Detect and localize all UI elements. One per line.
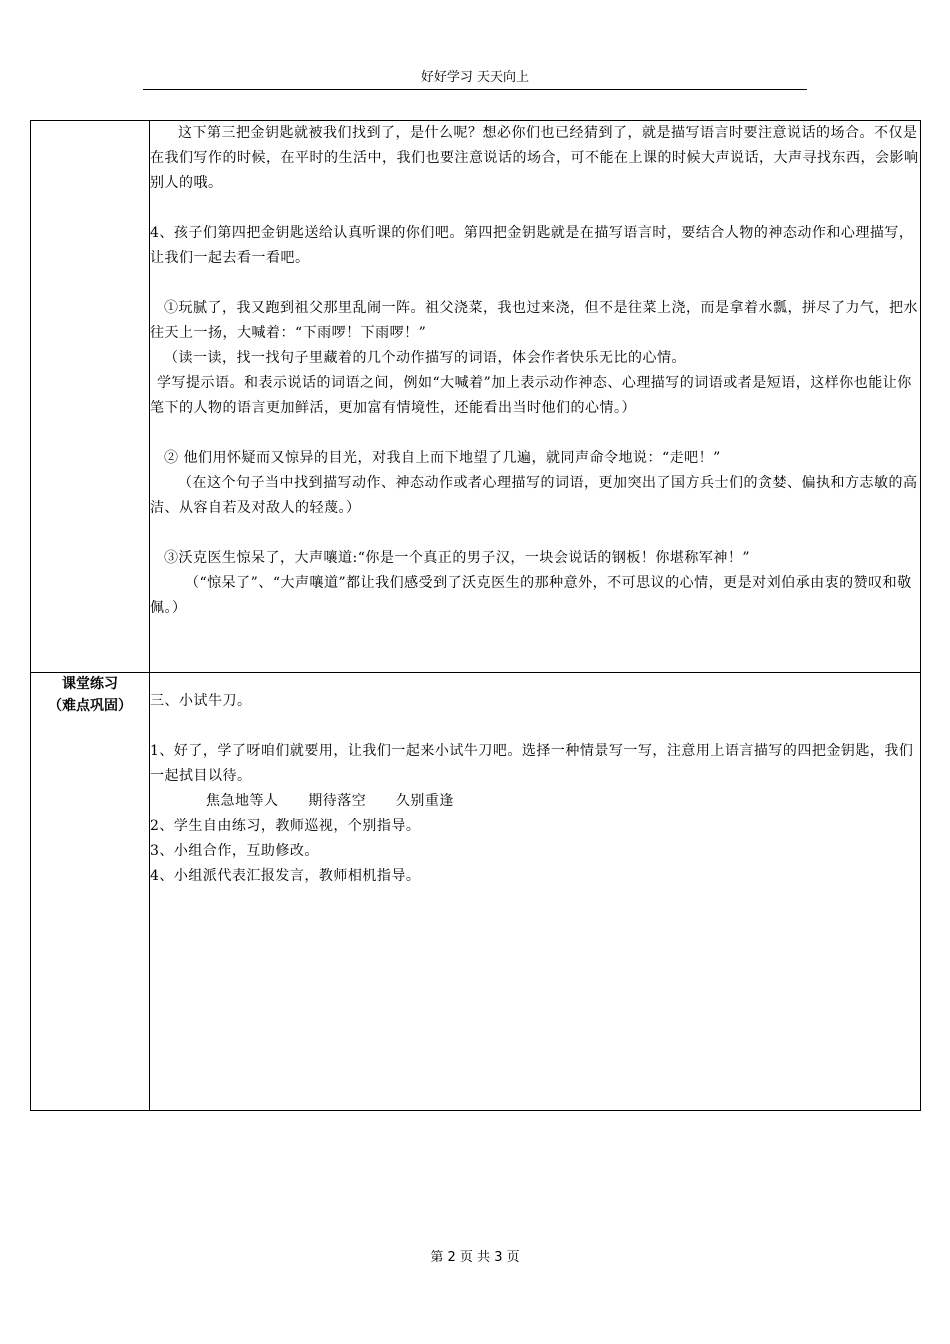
- paragraph: 2、学生自由练习，教师巡视，个别指导。: [150, 818, 421, 834]
- page-footer: 第 2 页 共 3 页: [430, 1250, 520, 1265]
- paragraph: 3、小组合作，互助修改。: [150, 843, 319, 859]
- paragraph: （读一读，找一找句子里藏着的几个动作描写的词语，体会作者快乐无比的心情。: [164, 350, 686, 366]
- page-header: 好好学习 天天向上: [420, 70, 530, 85]
- paragraph: ② 他们用怀疑而又惊异的目光，对我自上而下地望了几遍，就同声命令地说：“走吧！”: [164, 450, 721, 466]
- header-rule: [143, 89, 807, 90]
- row-content-cell: [150, 673, 921, 1111]
- row-label-cell: [31, 121, 150, 673]
- paragraph: （在这个句子当中找到描写动作、神态动作或者心理描写的词语，更加突出了国方兵士们的贪婪、偏执和方志敏的高洁、从容自若及对敌人的轻蔑。）: [150, 475, 918, 516]
- scenario-options: 焦急地等人 期待落空 久别重逢: [206, 793, 454, 809]
- paragraph: （“惊呆了”、“大声嚷道”都让我们感受到了沃克医生的那种意外，不可思议的心情，更是对刘伯承由衷的赞叹和敬佩。）: [150, 575, 912, 616]
- row-label-line1: 课堂练习: [62, 676, 118, 692]
- row-label-cell: [31, 673, 150, 1111]
- paragraph: 4、小组派代表汇报发言，教师相机指导。: [150, 868, 421, 884]
- row-content-cell: [150, 121, 921, 673]
- paragraph: 1、好了，学了呀咱们就要用，让我们一起来小试牛刀吧。选择一种情景写一写，注意用上语言描写的四把金钥匙，我们一起拭目以待。: [150, 743, 914, 784]
- paragraph: ①玩腻了，我又跑到祖父那里乱闹一阵。祖父浇菜，我也过来浇，但不是往菜上浇，而是拿着水瓢，拼尽了力气，把水往天上一扬，大喊着：“下雨啰！下雨啰！”: [150, 300, 918, 341]
- row-label-line2: （难点巩固）: [48, 698, 132, 714]
- paragraph: ③沃克医生惊呆了，大声嚷道:“你是一个真正的男子汉，一块会说话的钢板！你堪称军神！”: [164, 550, 751, 566]
- section-heading: 三、小试牛刀。: [150, 693, 252, 709]
- paragraph: 这下第三把金钥匙就被我们找到了，是什么呢？想必你们也已经猜到了，就是描写语言时要注意说话的场合。不仅是在我们写作的时候，在平时的生活中，我们也要注意说话的场合，可不能在上课的时候大声说话，大声寻找东西，会影响别人的哦。: [150, 125, 919, 191]
- table-row: [31, 121, 921, 673]
- lesson-table: [30, 120, 921, 1111]
- paragraph: 学写提示语。和表示说话的词语之间，例如“大喊着”加上表示动作神态、心理描写的词语或者是短语，这样你也能让你笔下的人物的语言更加鲜活，更加富有情境性，还能看出当时他们的心情。）: [150, 375, 912, 416]
- table-row: [31, 673, 921, 1111]
- paragraph: 4、孩子们第四把金钥匙送给认真听课的你们吧。第四把金钥匙就是在描写语言时，要结合人物的神态动作和心理描写，让我们一起去看一看吧。: [150, 225, 914, 266]
